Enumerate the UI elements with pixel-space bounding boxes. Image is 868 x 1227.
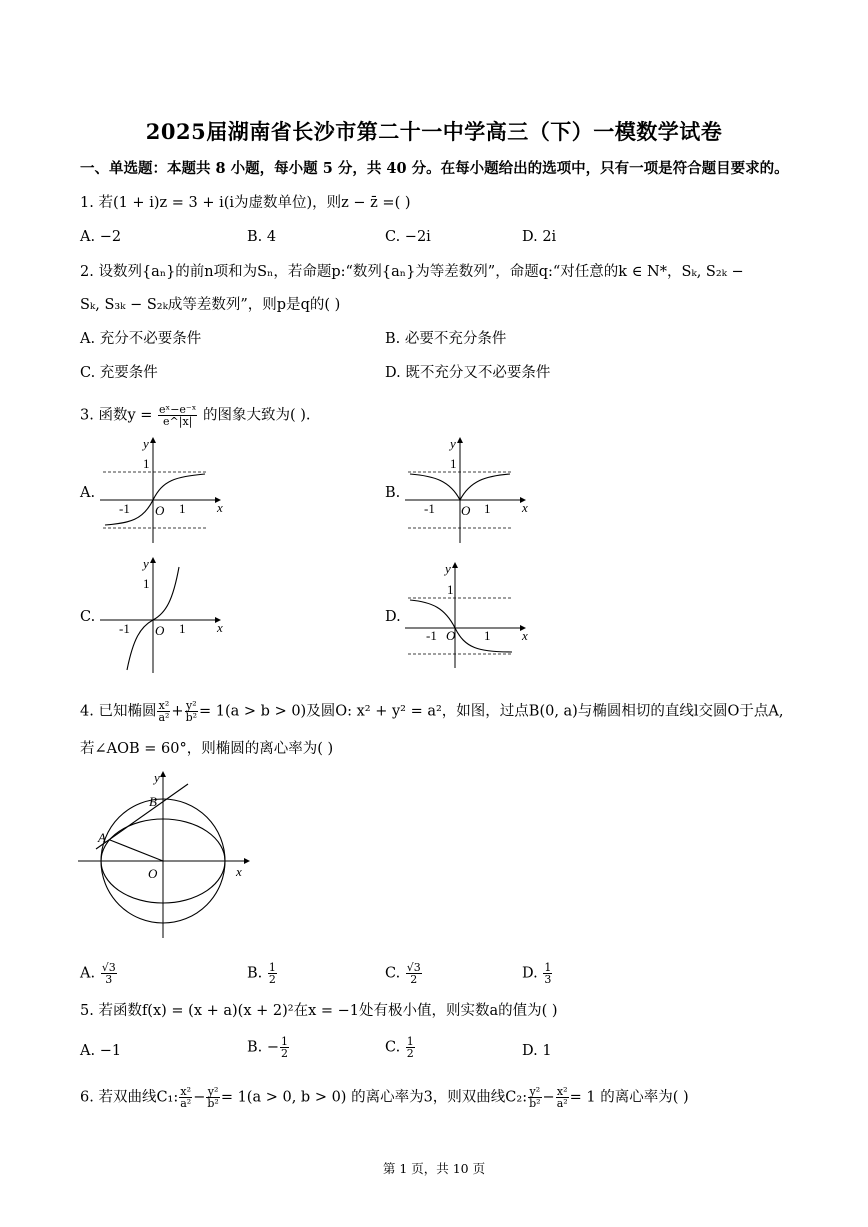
graph-c-x-label: x	[217, 620, 223, 635]
q6-frac-2	[206, 1086, 219, 1109]
q3-suffix: 的图象大致为( ).	[203, 407, 311, 424]
q3-graph-d	[400, 560, 530, 670]
q3-label-b: B.	[385, 485, 401, 501]
q4-figure	[78, 770, 258, 940]
q5-option-c	[385, 1036, 416, 1059]
question-2-line2: Sₖ, S₃ₖ − S₂ₖ成等差数列”，则p是q的( )	[80, 297, 341, 313]
q4-opt-b-num: 1	[268, 961, 276, 974]
graph-b-neg-one: -1	[424, 501, 435, 516]
q6-frac-3-den: b²	[529, 1097, 541, 1110]
q1-option-c: C. −2i	[385, 229, 431, 245]
graph-d-one-x: 1	[484, 628, 491, 643]
q2-option-b: B. 必要不充分条件	[385, 331, 507, 347]
graph-d-one-y: 1	[447, 582, 454, 597]
q4-text-b: = 1(a > b > 0)及圆O: x² + y² = a²，如图，过点B(0, a)与椭圆相切的直线l交圆O于点A,	[199, 703, 784, 720]
q6-frac-4-num: x²	[556, 1085, 568, 1098]
q4-opt-c-num: √3	[406, 961, 421, 974]
q4-option-d	[522, 962, 553, 985]
graph-c-one-y: 1	[143, 576, 150, 591]
q6-frac-1	[179, 1086, 192, 1109]
q1-option-b: B. 4	[247, 229, 277, 245]
q6-frac-3-num: y²	[529, 1085, 541, 1098]
q3-prefix: 3. 函数y =	[80, 407, 153, 424]
q4-opt-a-frac	[101, 962, 117, 985]
q6-minus-2: −	[542, 1089, 555, 1106]
page-title: 2025届湖南省长沙市第二十一中学高三（下）一模数学试卷	[145, 119, 723, 144]
graph-a-one-y: 1	[143, 456, 150, 471]
question-4-line1	[80, 700, 783, 723]
q6-frac-4-den: a²	[556, 1097, 568, 1110]
q4-plus: +	[171, 703, 184, 720]
graph-c-y-label: y	[143, 556, 149, 571]
graph-c-one-x: 1	[179, 621, 186, 636]
q6-text-c: = 1 的离心率为( )	[569, 1089, 689, 1106]
q4-opt-b-den: 2	[268, 973, 276, 986]
q4-opt-a-num: √3	[101, 961, 116, 974]
graph-b-one-y: 1	[450, 456, 457, 471]
q4-text-a: 4. 已知椭圆	[80, 703, 157, 720]
q4-option-a	[80, 962, 118, 985]
graph-d-y-label: y	[445, 561, 451, 576]
q4-opt-a-label: A.	[80, 965, 96, 982]
graph-a-one-x: 1	[179, 501, 186, 516]
q5-option-a: A. −1	[80, 1043, 122, 1059]
section-heading: 一、单选题：本题共 8 小题，每小题 5 分，共 40 分。在每小题给出的选项中，只有一项是符合题目要求的。	[80, 160, 789, 177]
q5-option-d: D. 1	[522, 1043, 552, 1059]
graph-a-x-label: x	[217, 500, 223, 515]
q4-frac-y	[185, 700, 198, 723]
q4-option-b	[247, 962, 278, 985]
q3-frac-num: eˣ−e⁻ˣ	[159, 403, 197, 416]
question-1-stem: 1. 若(1 + i)z = 3 + i(i为虚数单位)，则z − z̄ =( )	[80, 195, 411, 211]
q2-option-a: A. 充分不必要条件	[80, 331, 202, 347]
q6-frac-1-den: a²	[180, 1097, 192, 1110]
question-4-line2: 若∠AOB = 60°，则椭圆的离心率为( )	[80, 741, 334, 757]
q4-frac-y-den: b²	[185, 711, 198, 724]
q5-opt-b-frac	[280, 1036, 289, 1059]
q4-opt-d-label: D.	[522, 965, 538, 982]
q3-fraction	[158, 404, 197, 427]
q4-opt-d-num: 1	[544, 961, 552, 974]
q5-opt-b-num: 1	[281, 1035, 289, 1048]
q6-text-a: 6. 若双曲线C₁:	[80, 1089, 179, 1106]
q4-fig-x: x	[236, 864, 242, 879]
q4-opt-c-frac	[406, 962, 422, 985]
graph-c-neg-one: -1	[119, 621, 130, 636]
q2-option-c: C. 充要条件	[80, 365, 158, 381]
q4-fig-a: A	[98, 830, 106, 845]
q4-frac-x	[157, 700, 170, 723]
q6-frac-3	[528, 1086, 541, 1109]
q4-opt-d-den: 3	[544, 973, 552, 986]
q6-frac-1-num: x²	[180, 1085, 192, 1098]
q4-opt-c-den: 2	[410, 973, 418, 986]
q4-frac-y-num: y²	[185, 699, 197, 712]
q6-frac-2-num: y²	[207, 1085, 219, 1098]
q3-label-a: A.	[80, 485, 96, 501]
q2-option-d: D. 既不充分又不必要条件	[385, 365, 551, 381]
q5-opt-c-frac	[406, 1036, 415, 1059]
q4-fig-o: O	[148, 866, 158, 881]
q4-opt-d-frac	[543, 962, 552, 985]
graph-b-x-label: x	[522, 500, 528, 515]
q4-fig-y: y	[154, 770, 160, 785]
graph-b-y-label: y	[450, 436, 456, 451]
q4-opt-a-den: 3	[105, 973, 113, 986]
q5-option-b	[247, 1036, 290, 1059]
page-footer: 第 1 页，共 10 页	[382, 1161, 486, 1176]
graph-a-y-label: y	[143, 436, 149, 451]
q4-fig-b: B	[149, 794, 157, 809]
q3-graph-b	[400, 435, 530, 545]
q6-minus-1: −	[193, 1089, 206, 1106]
graph-b-origin: O	[461, 503, 471, 518]
q4-frac-x-num: x²	[158, 699, 170, 712]
q6-frac-2-den: b²	[207, 1097, 219, 1110]
question-6-stem	[80, 1086, 689, 1109]
graph-d-neg-one: -1	[426, 628, 437, 643]
question-3-stem	[80, 404, 311, 427]
q5-opt-c-num: 1	[406, 1035, 414, 1048]
graph-c-origin: O	[155, 623, 165, 638]
q1-option-a: A. −2	[80, 229, 122, 245]
question-2-line1: 2. 设数列{aₙ}的前n项和为Sₙ，若命题p:“数列{aₙ}为等差数列”，命题q:“对任意的k ∈ N*，Sₖ, S₂ₖ −	[80, 264, 744, 280]
graph-a-origin: O	[155, 503, 165, 518]
q3-label-d: D.	[385, 609, 401, 625]
q3-graph-a	[95, 435, 225, 545]
q5-opt-c-label: C.	[385, 1039, 401, 1056]
q6-frac-4	[556, 1086, 569, 1109]
q4-opt-b-frac	[268, 962, 277, 985]
q4-option-c	[385, 962, 423, 985]
q3-graph-c	[95, 555, 225, 675]
q1-option-d: D. 2i	[522, 229, 557, 245]
q3-label-c: C.	[80, 609, 96, 625]
q5-opt-b-label: B. −	[247, 1039, 280, 1056]
graph-d-origin: O	[446, 628, 456, 643]
q6-text-b: = 1(a > 0, b > 0) 的离心率为3，则双曲线C₂:	[220, 1089, 528, 1106]
graph-d-x-label: x	[522, 628, 528, 643]
q5-opt-c-den: 2	[406, 1047, 414, 1060]
q4-frac-x-den: a²	[158, 711, 170, 724]
q4-opt-c-label: C.	[385, 965, 401, 982]
graph-a-neg-one: -1	[119, 501, 130, 516]
q3-frac-den: e^|x|	[163, 415, 193, 428]
q4-opt-b-label: B.	[247, 965, 263, 982]
question-5-stem: 5. 若函数f(x) = (x + a)(x + 2)²在x = −1处有极小值，则实数a的值为( )	[80, 1003, 558, 1019]
graph-b-one-x: 1	[484, 501, 491, 516]
q5-opt-b-den: 2	[281, 1047, 289, 1060]
